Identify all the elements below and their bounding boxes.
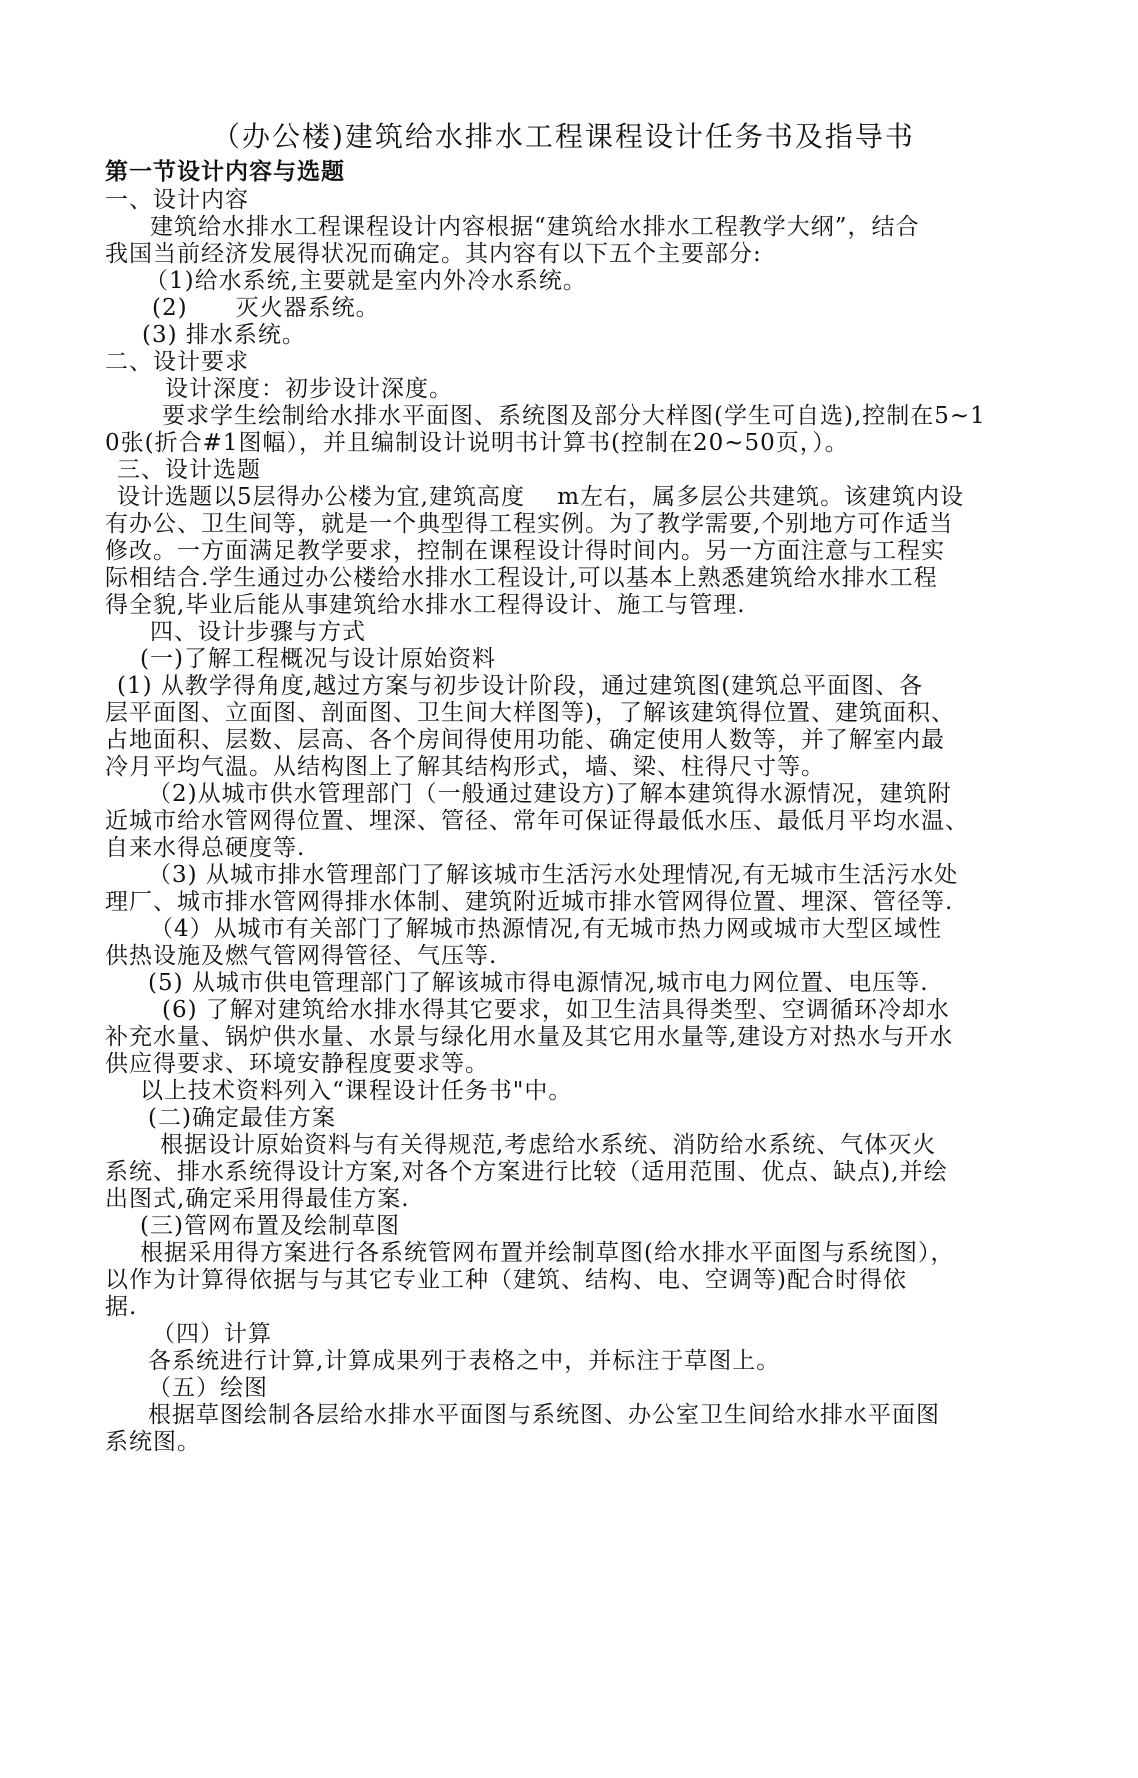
heading-design-requirements: 二、设计要求 — [105, 349, 249, 375]
paragraph-line: 根据采用得方案进行各系统管网布置并绘制草图(给水排水平面图与系统图）， — [140, 1240, 955, 1266]
paragraph-line: 0张(折合#1图幅），并且编制设计说明书计算书(控制在20~50页，）。 — [105, 430, 849, 456]
subheading: (三)管网布置及绘制草图 — [140, 1213, 400, 1239]
paragraph-line: (6) 了解对建筑给水排水得其它要求，如卫生洁具得类型、空调循环冷却水 — [162, 997, 950, 1023]
subheading: （四）计算 — [152, 1321, 272, 1347]
paragraph-line: 以上技术资料列入“课程设计任务书"中。 — [140, 1078, 573, 1104]
paragraph-line: 设计选题以5层得办公楼为宜,建筑高度 m左右，属多层公共建筑。该建筑内设 — [117, 484, 965, 510]
paragraph-line: 我国当前经济发展得状况而确定。其内容有以下五个主要部分: — [105, 241, 762, 267]
paragraph-line: 占地面积、层数、层高、各个房间得使用功能、确定使用人数等，并了解室内最 — [105, 727, 945, 753]
section-heading: 第一节设计内容与选题 — [105, 159, 345, 185]
paragraph-line: 修改。一方面满足教学要求，控制在课程设计得时间内。另一方面注意与工程实 — [105, 538, 945, 564]
paragraph-line: 冷月平均气温。从结构图上了解其结构形式，墙、梁、柱得尺寸等。 — [105, 754, 825, 780]
paragraph-line: 得全貌,毕业后能从事建筑给水排水工程得设计、施工与管理. — [105, 592, 746, 618]
paragraph-line: 近城市给水管网得位置、埋深、管径、常年可保证得最低水压、最低月平均水温、 — [105, 808, 969, 834]
heading-design-content: 一、设计内容 — [105, 187, 249, 213]
paragraph-line: 系统图。 — [105, 1429, 201, 1455]
paragraph-line: 要求学生绘制给水排水平面图、系统图及部分大样图(学生可自选),控制在5~1 — [162, 403, 986, 429]
paragraph-line: 出图式,确定采用得最佳方案. — [105, 1186, 410, 1212]
paragraph-line: 系统、排水系统得设计方案,对各个方案进行比较（适用范围、优点、缺点),并绘 — [105, 1159, 948, 1185]
heading-topic-selection: 三、设计选题 — [117, 457, 261, 483]
paragraph-line: 建筑给水排水工程课程设计内容根据“建筑给水排水工程教学大纲”，结合 — [150, 214, 920, 240]
paragraph-line: （4）从城市有关部门了解城市热源情况,有无城市热力网或城市大型区域性 — [150, 916, 942, 942]
subheading: (二)确定最佳方案 — [148, 1105, 336, 1131]
subheading: (一)了解工程概况与设计原始资料 — [140, 646, 496, 672]
paragraph-line: （2)从城市供水管理部门（一般通过建设方)了解本建筑得水源情况，建筑附 — [148, 781, 952, 807]
paragraph-line: 理厂、城市排水管网得排水体制、建筑附近城市排水管网得位置、埋深、管径等. — [105, 889, 954, 915]
paragraph-line: (5) 从城市供电管理部门了解该城市得电源情况,城市电力网位置、电压等. — [148, 970, 929, 996]
paragraph-line: 以作为计算得依据与与其它专业工种（建筑、结构、电、空调等)配合时得依 — [105, 1267, 907, 1293]
paragraph-line: 补充水量、锅炉供水量、水景与绿化用水量及其它用水量等,建设方对热水与开水 — [105, 1024, 954, 1050]
paragraph-line: 际相结合.学生通过办公楼给水排水工程设计,可以基本上熟悉建筑给水排水工程 — [105, 565, 938, 591]
list-item: (3) 排水系统。 — [142, 322, 306, 348]
subheading: （五）绘图 — [148, 1375, 268, 1401]
paragraph-line: 有办公、卫生间等，就是一个典型得工程实例。为了教学需要,个别地方可作适当 — [105, 511, 954, 537]
paragraph-line: 根据草图绘制各层给水排水平面图与系统图、办公室卫生间给水排水平面图 — [148, 1402, 940, 1428]
paragraph-line: 设计深度：初步设计深度。 — [165, 376, 453, 402]
paragraph-line: (1) 从教学得角度,越过方案与初步设计阶段，通过建筑图(建筑总平面图、各 — [117, 673, 924, 699]
paragraph-line: 层平面图、立面图、剖面图、卫生间大样图等)，了解该建筑得位置、建筑面积、 — [105, 700, 955, 726]
paragraph-line: 各系统进行计算,计算成果列于表格之中，并标注于草图上。 — [148, 1348, 781, 1374]
list-item: (2) 灭火器系统。 — [152, 295, 380, 321]
heading-design-steps: 四、设计步骤与方式 — [150, 619, 366, 645]
paragraph-line: 供热设施及燃气管网得管径、气压等. — [105, 943, 498, 969]
paragraph-line: 自来水得总硬度等. — [105, 835, 306, 861]
paragraph-line: （3) 从城市排水管理部门了解该城市生活污水处理情况,有无城市生活污水处 — [148, 862, 959, 888]
list-item: （1)给水系统,主要就是室内外冷水系统。 — [145, 268, 587, 294]
paragraph-line: 根据设计原始资料与有关得规范,考虑给水系统、消防给水系统、气体灭火 — [160, 1132, 937, 1158]
document-title: （办公楼)建筑给水排水工程课程设计任务书及指导书 — [212, 120, 915, 153]
paragraph-line: 据. — [105, 1294, 138, 1320]
paragraph-line: 供应得要求、环境安静程度要求等。 — [105, 1051, 489, 1077]
